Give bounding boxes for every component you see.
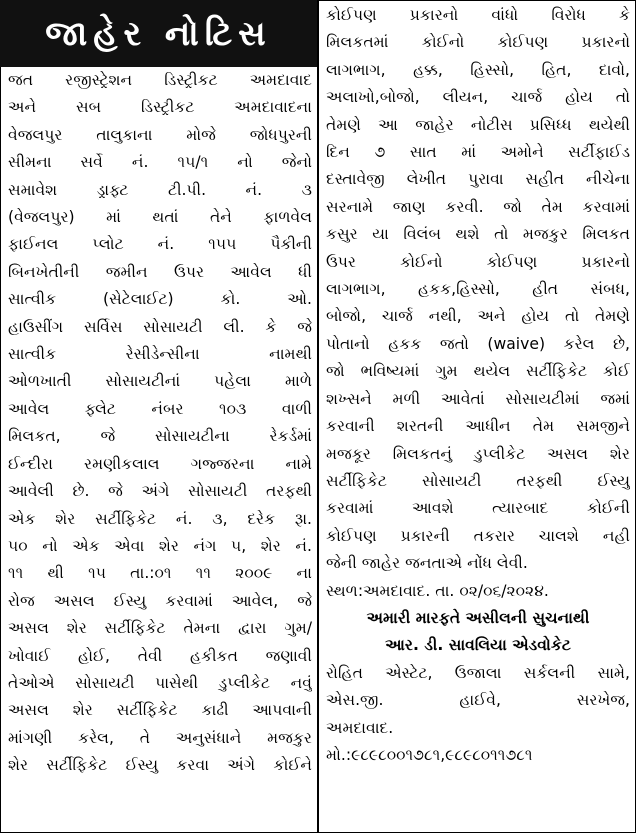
text-line: વેજલપુર તાલુકાના મોજે જોધપુરની [8, 125, 312, 144]
text-line: લાગભાગ, હકક,હિસ્સો, હીત સંબધ, [326, 280, 630, 299]
text-line: ફાઈનલ પ્લોટ નં. ૧૫૫ પૈકીની [8, 235, 312, 254]
text-line: મિલકતમાં કોઈનો કોઈપણ પ્રકારનો [326, 33, 630, 52]
text-line: કસુર યા વિલંબ થશે તો મજકુર મિલકત [326, 225, 630, 244]
text-line: હાઉસીંગ સર્વિસ સોસાયટી લી. કે જે [8, 317, 312, 336]
text-line: મજકૂર મિલકતનું ડુપ્લીકેટ અસલ શેર [326, 444, 630, 463]
text-line: સાત્વીક (સેટેલાઈટ) કો. ઓ. [8, 290, 312, 309]
text-line: રોહિત એસ્ટેટ, ઉજાલા સર્કલની સામે, [326, 663, 630, 682]
text-line: કરવામાં આવશે ત્યારબાદ કોઈની [326, 499, 630, 518]
left-column [8, 67, 312, 780]
advocate-name: આર. ડી. સાવલિયા એડવોકેટ [385, 636, 571, 655]
text-line: બોજો, ચાર્જ નથી, અને હોય તો તેમણે [326, 307, 630, 326]
text-line: સરનામે જાણ કરવી. જો તેમ કરવામાં [326, 197, 630, 216]
column-divider [317, 0, 319, 833]
text-line: દિન ૭ સાત માં અમોને સર્ટીફાઈડ [326, 143, 630, 162]
text-line: કરવાની શરતની આધીન તેમ સમજીને [326, 417, 630, 436]
text-line: (વેજલપુર) માં થતાં તેને ફાળવેલ [8, 208, 312, 227]
mobile-number: મો.:૯૮૯૮૦૦૧૭૮૧,૯૮૯૮૦૧૧૭૮૧ [326, 745, 533, 764]
text-line: તેઓએ સોસાયટી પાસેથી ડુપ્લીકેટ નવું [8, 673, 312, 692]
text-line: અમદાવાદ. [326, 718, 394, 737]
instruction-line: અમારી મારફતે અસીલની સુચનાથી [366, 608, 590, 627]
notice-title: જાહેર નોટિસ [0, 0, 317, 67]
text-line: દસ્તાવેજી લેખીત પુરાવા સહીત નીચેના [326, 170, 630, 189]
text-line: આવેલી છે. જે અંગે સોસાયટી તરફથી [8, 482, 312, 501]
text-line: ખોવાઈ હોઈ, તેવી હકીકત જણાવી [8, 646, 312, 665]
text-line: રોજ અસલ ઈસ્યુ કરવામાં આવેલ, જે [8, 591, 312, 610]
text-line: મિલકત, જે સોસાયટીના રેકર્ડમાં [8, 427, 312, 446]
text-line: કોઈપણ પ્રકારનો વાંધો વિરોધ કે [326, 6, 630, 24]
text-line: માંગણી કરેલ, તે અનુસંધાને મજકુર [8, 728, 312, 747]
text-line: આવેલ ફ્લેટ નંબર ૧૦૩ વાળી [8, 399, 312, 418]
text-line: ઓળખાતી સોસાયટીનાં પહેલા માળે [8, 372, 312, 391]
text-line: કોઈપણ પ્રકારની તકરાર ચાલશે નહી [326, 526, 630, 545]
text-line: ઉપર કોઈનો કોઈપણ પ્રકારનો [326, 252, 630, 271]
place-date: સ્થળ:અમદાવાદ. તા. ૦૨/૦૬/૨૦૨૪. [326, 581, 549, 600]
text-line: ઈન્દીરા રમણીકલાલ ગજ્જરના નામે [8, 454, 312, 473]
text-line: બિનખેતીની જમીન ઉપર આવેલ ધી [8, 262, 312, 281]
text-line: જો ભવિષ્યમાં ગુમ થયેલ સર્ટીફિકેટ કોઈ [326, 362, 630, 381]
text-line: જત રજીસ્ટ્રેશન ડિસ્ટ્રીકટ અમદાવાદ [8, 71, 312, 89]
text-line: ૧૧ થી ૧૫ તા.:૦૧ ૧૧ ૨૦૦૯ ના [8, 564, 312, 583]
text-line: લાગભાગ, હક્ક, હિસ્સો, હિત, દાવો, [326, 60, 630, 79]
text-line: અસલ શેર સર્ટીફિકેટ તેમના દ્વારા ગુમ/ [8, 619, 312, 638]
text-line: શખ્સને મળી આવેતાં સોસાયટીમાં જમાં [326, 389, 630, 408]
text-line: અલાખો,બોજો, લીયન, ચાર્જ હોય તો [326, 88, 630, 107]
text-line: અને સબ ડિસ્ટ્રીકટ અમદાવાદના [8, 98, 312, 117]
text-line: શેર સર્ટીફિકેટ ઈસ્યુ કરવા અંગે કોઈને [8, 756, 312, 775]
text-line: સમાવેશ ડ્રાફ્ટ ટી.પી. નં. ૩ [8, 180, 312, 199]
text-line: જેની જાહેર જનતાએ નોંધ લેવી. [326, 554, 528, 573]
text-line: એસ.જી. હાઈવે, સરખેજ, [326, 691, 630, 710]
text-line: સીમના સર્વે નં. ૧૫/૧ નો જેનો [8, 153, 312, 172]
text-line: સાત્વીક રેસીડેન્સીના નામથી [8, 345, 312, 364]
text-line: તેમણે આ જાહેર નોટીસ પ્રસિધ્ધ થયેથી [326, 115, 630, 134]
text-line: સર્ટીફિકેટ સોસાયટી તરફથી ઈસ્યુ [326, 471, 630, 490]
right-column [326, 2, 630, 769]
text-line: ૫૦ નો એક એવા શેર નંગ ૫, શેર નં. [8, 536, 312, 555]
text-line: અસલ શેર સર્ટીફિકેટ કાઢી આપવાની [8, 701, 312, 720]
text-line: પોતાનો હકક જતો (waive) કરેલ છે, [326, 334, 630, 353]
text-line: એક શેર સર્ટીફિકેટ નં. ૩, દરેક રૂા. [8, 509, 312, 528]
